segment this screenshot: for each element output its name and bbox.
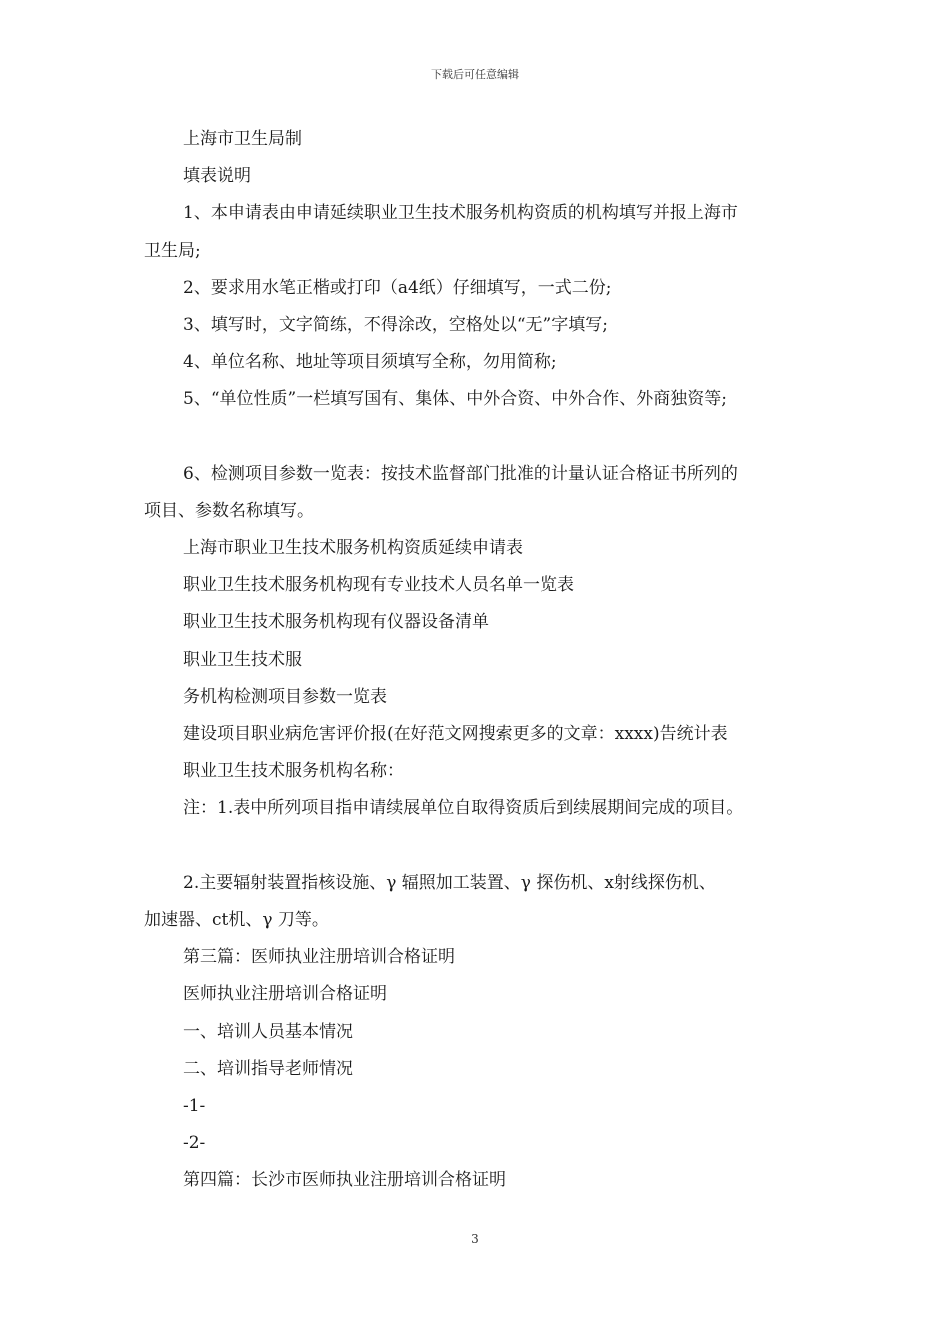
page-marker-1: -1-	[183, 1095, 206, 1116]
instructions-heading: 填表说明	[183, 166, 251, 187]
instruction-5: 5、“单位性质”一栏填写国有、集体、中外合资、中外合作、外商独资等;	[183, 389, 727, 410]
form-title: 上海市职业卫生技术服务机构资质延续申请表	[183, 538, 523, 559]
institution-name-label: 职业卫生技术服务机构名称：	[183, 761, 404, 782]
section-4-title: 第四篇：长沙市医师执业注册培训合格证明	[183, 1170, 506, 1191]
page-marker-2: -2-	[183, 1133, 206, 1154]
instruction-4: 4、单位名称、地址等项目须填写全称，勿用简称;	[183, 352, 557, 373]
form-equipment-list: 职业卫生技术服务机构现有仪器设备清单	[183, 612, 489, 633]
document-body	[144, 121, 819, 1199]
certificate-title: 医师执业注册培训合格证明	[183, 984, 387, 1005]
instruction-6: 6、检测项目参数一览表：按技术监督部门批准的计量认证合格证书所列的	[183, 463, 738, 484]
instruction-1-cont: 卫生局;	[144, 240, 201, 261]
issuer-line: 上海市卫生局制	[183, 129, 302, 149]
page-header: 下载后可任意编辑	[431, 68, 519, 81]
section-3-title: 第三篇：医师执业注册培训合格证明	[183, 947, 455, 968]
form-params-part1: 职业卫生技术服	[183, 649, 302, 670]
note-1: 注：1.表中所列项目指申请续展单位自取得资质后到续展期间完成的项目。	[183, 798, 744, 819]
spacer	[144, 828, 819, 865]
note-2: 2.主要辐射装置指核设施、γ 辐照加工装置、γ 探伤机、x射线探伤机、	[183, 872, 716, 893]
form-staff-list: 职业卫生技术服务机构现有专业技术人员名单一览表	[183, 575, 574, 596]
trainee-info-heading: 一、培训人员基本情况	[183, 1021, 353, 1042]
note-2-cont: 加速器、ct机、γ 刀等。	[144, 909, 329, 930]
instructor-info-heading: 二、培训指导老师情况	[183, 1058, 353, 1079]
form-params-part2: 务机构检测项目参数一览表	[183, 686, 387, 707]
page-number: 3	[471, 1232, 479, 1246]
instruction-3: 3、填写时，文字简练，不得涂改，空格处以“无”字填写;	[183, 314, 608, 335]
spacer	[144, 419, 819, 456]
form-report-stats: 建设项目职业病危害评价报(在好范文网搜索更多的文章：xxxx)告统计表	[183, 724, 728, 744]
instruction-2: 2、要求用水笔正楷或打印（a4纸）仔细填写，一式二份;	[183, 277, 612, 298]
instruction-6-cont: 项目、参数名称填写。	[144, 500, 314, 521]
instruction-1: 1、本申请表由申请延续职业卫生技术服务机构资质的机构填写并报上海市	[183, 203, 738, 224]
